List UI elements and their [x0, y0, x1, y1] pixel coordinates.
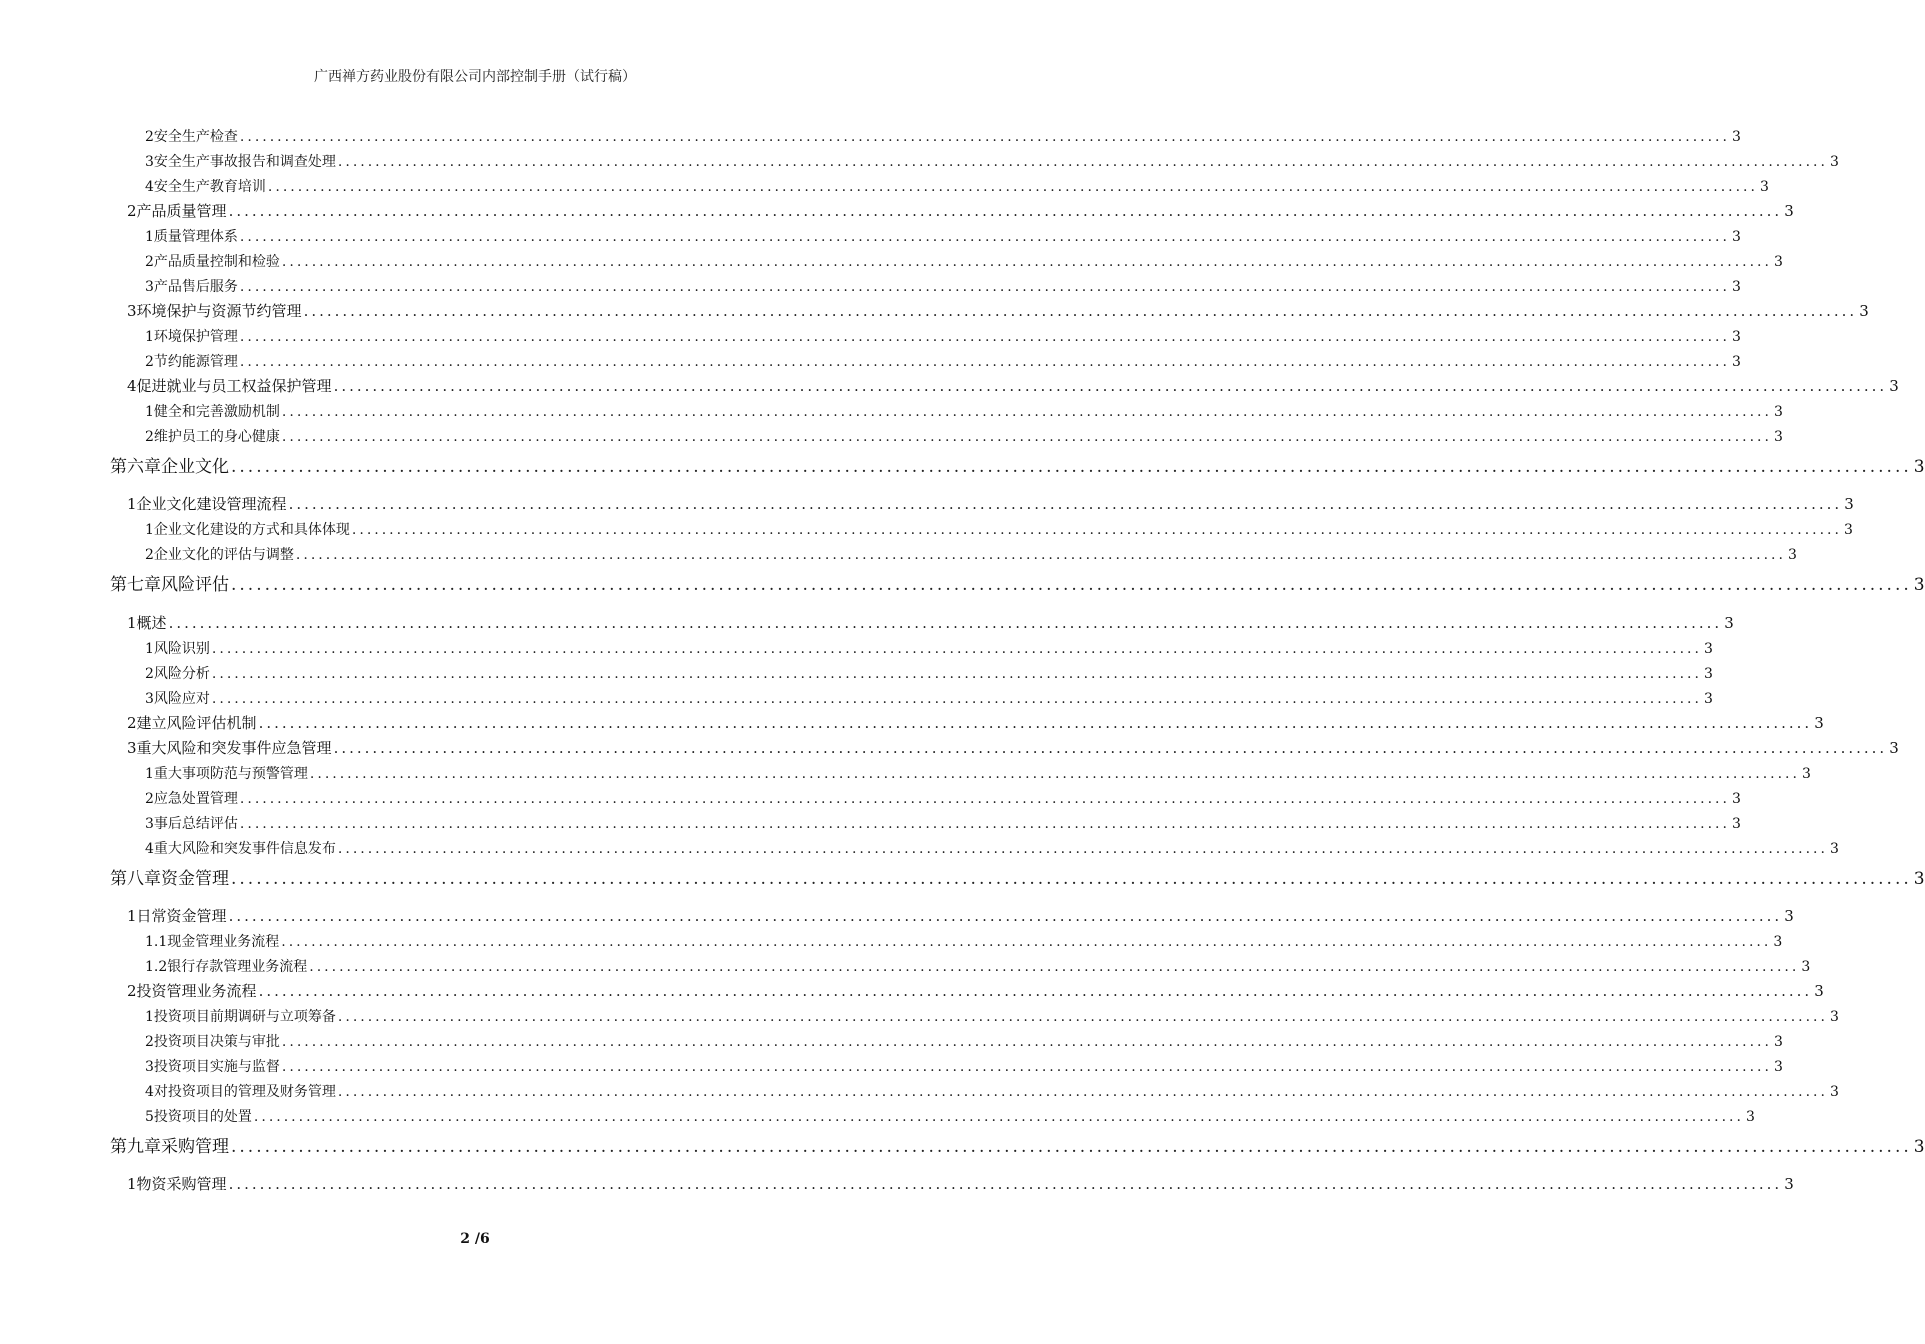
toc-entry-number: 5: [145, 1109, 154, 1125]
toc-entry-level-2[interactable]: [0, 737, 1899, 759]
toc-entry-level-2[interactable]: [0, 300, 1869, 322]
toc-leader-dots: ........................................................................................................................................................................................................: [351, 522, 1842, 538]
toc-entry-title: 质量管理体系: [153, 229, 238, 245]
toc-entry-number: 3: [127, 739, 137, 757]
toc-leader-dots: ........................................................................................................................................................................................................: [303, 302, 1858, 320]
toc-leader-dots: ........................................................................................................................................................................................................: [281, 429, 1772, 445]
page-number: 2 /6: [460, 1231, 490, 1247]
toc-entry-number: 2: [127, 202, 137, 220]
toc-entry-title: 重大事项防范与预警管理: [153, 766, 308, 782]
toc-entry-title: 风险评估: [161, 575, 229, 595]
toc-leader-dots: ........................................................................................................................................................................................................: [281, 934, 1772, 950]
toc-entry-level-3[interactable]: [0, 789, 1741, 809]
toc-leader-dots: ........................................................................................................................................................................................................: [239, 279, 1730, 295]
toc-entry-level-2[interactable]: [0, 375, 1899, 397]
toc-leader-dots: ........................................................................................................................................................................................................: [228, 202, 1783, 220]
toc-leader-dots: ........................................................................................................................................................................................................: [253, 1109, 1744, 1125]
toc-entry-number: 3: [145, 691, 154, 707]
toc-entry-title: 投资项目决策与审批: [153, 1034, 280, 1050]
toc-entry-page: 3: [1913, 457, 1925, 477]
toc-entry-level-3[interactable]: [0, 839, 1839, 859]
toc-leader-dots: ........................................................................................................................................................................................................: [295, 547, 1786, 563]
toc-leader-dots: ........................................................................................................................................................................................................: [239, 129, 1730, 145]
toc-entry-number: 1: [145, 641, 154, 657]
toc-entry-page: 3: [1703, 641, 1713, 657]
toc-entry-number: 2: [145, 666, 154, 682]
toc-entry-title: 投资项目实施与监督: [153, 1059, 280, 1075]
toc-entry-title: 资金管理: [161, 869, 229, 889]
toc-entry-number: 2: [145, 129, 154, 145]
running-header: 广西禅方药业股份有限公司内部控制手册（试行稿）: [314, 69, 636, 85]
toc-entry-number: 第六章: [110, 457, 161, 477]
toc-entry-page: 3: [1731, 229, 1741, 245]
toc-entry-page: 3: [1784, 1175, 1794, 1193]
toc-entry-title: 安全生产检查: [153, 129, 238, 145]
toc-entry-page: 3: [1731, 816, 1741, 832]
toc-entry-number: 1: [127, 1175, 137, 1193]
toc-entry-page: 3: [1731, 329, 1741, 345]
toc-entry-level-1[interactable]: [0, 1134, 1925, 1160]
toc-entry-level-3[interactable]: [0, 352, 1741, 372]
toc-entry-title: 重大风险和突发事件信息发布: [153, 841, 336, 857]
toc-entry-number: 第八章: [110, 869, 161, 889]
toc-entry-level-3[interactable]: [0, 402, 1783, 422]
toc-entry-title: 产品质量管理: [136, 202, 227, 220]
toc-entry-level-3[interactable]: [0, 177, 1769, 197]
toc-entry-level-2[interactable]: [0, 712, 1824, 734]
toc-entry-title: 风险分析: [153, 666, 210, 682]
toc-entry-level-3[interactable]: [0, 639, 1713, 659]
toc-leader-dots: ........................................................................................................................................................................................................: [337, 1009, 1828, 1025]
toc-leader-dots: ........................................................................................................................................................................................................: [309, 959, 1800, 975]
toc-entry-title: 风险应对: [153, 691, 210, 707]
toc-entry-level-3[interactable]: [0, 689, 1713, 709]
toc-entry-level-2[interactable]: [0, 493, 1854, 515]
toc-entry-title: 企业文化的评估与调整: [153, 547, 294, 563]
toc-entry-page: 3: [1773, 934, 1783, 950]
toc-entry-title: 重大风险和突发事件应急管理: [136, 739, 332, 757]
toc-entry-title: 环境保护管理: [153, 329, 238, 345]
toc-entry-page: 3: [1731, 129, 1741, 145]
toc-entry-number: 3: [145, 279, 154, 295]
toc-entry-title: 节约能源管理: [153, 354, 238, 370]
toc-leader-dots: ........................................................................................................................................................................................................: [228, 907, 1783, 925]
toc-leader-dots: ........................................................................................................................................................................................................: [258, 714, 1813, 732]
toc-entry-number: 2: [145, 791, 154, 807]
toc-entry-number: 4: [145, 1084, 154, 1100]
toc-leader-dots: ........................................................................................................................................................................................................: [231, 457, 1912, 477]
toc-entry-page: 3: [1814, 714, 1824, 732]
toc-entry-level-2[interactable]: [0, 980, 1824, 1002]
toc-entry-page: 3: [1814, 982, 1824, 1000]
toc-entry-level-3[interactable]: [0, 1082, 1839, 1102]
toc-entry-title: 建立风险评估机制: [136, 714, 257, 732]
toc-leader-dots: ........................................................................................................................................................................................................: [239, 229, 1730, 245]
toc-entry-number: 1.1: [145, 934, 168, 950]
toc-entry-page: 3: [1745, 1109, 1755, 1125]
toc-entry-title: 企业文化建设的方式和具体体现: [153, 522, 350, 538]
toc-entry-number: 2: [127, 714, 137, 732]
toc-entry-title: 银行存款管理业务流程: [167, 959, 308, 975]
toc-entry-title: 投资管理业务流程: [136, 982, 257, 1000]
toc-entry-page: 3: [1731, 791, 1741, 807]
toc-entry-page: 3: [1731, 354, 1741, 370]
toc-entry-title: 健全和完善激励机制: [153, 404, 280, 420]
toc-entry-title: 维护员工的身心健康: [153, 429, 280, 445]
toc-entry-page: 3: [1784, 202, 1794, 220]
toc-entry-page: 3: [1773, 1034, 1783, 1050]
toc-entry-title: 应急处置管理: [153, 791, 238, 807]
toc-entry-title: 物资采购管理: [136, 1175, 227, 1193]
toc-entry-page: 3: [1801, 959, 1811, 975]
toc-leader-dots: ........................................................................................................................................................................................................: [231, 575, 1912, 595]
toc-leader-dots: ........................................................................................................................................................................................................: [333, 377, 1888, 395]
toc-entry-title: 产品售后服务: [153, 279, 238, 295]
toc-entry-level-3[interactable]: [0, 427, 1783, 447]
toc-entry-page: 3: [1759, 179, 1769, 195]
toc-leader-dots: ........................................................................................................................................................................................................: [231, 869, 1912, 889]
toc-leader-dots: ........................................................................................................................................................................................................: [281, 1059, 1772, 1075]
toc-leader-dots: ........................................................................................................................................................................................................: [281, 254, 1772, 270]
toc-entry-level-2[interactable]: [0, 200, 1794, 222]
toc-entry-level-3[interactable]: [0, 1007, 1839, 1027]
toc-leader-dots: ........................................................................................................................................................................................................: [211, 666, 1702, 682]
toc-leader-dots: ........................................................................................................................................................................................................: [281, 1034, 1772, 1050]
toc-entry-number: 3: [127, 302, 137, 320]
toc-entry-number: 3: [145, 154, 154, 170]
toc-entry-page: 3: [1829, 1084, 1839, 1100]
toc-entry-number: 1: [145, 766, 154, 782]
toc-entry-title: 企业文化建设管理流程: [136, 495, 287, 513]
toc-entry-number: 2: [127, 982, 137, 1000]
toc-entry-level-3[interactable]: [0, 1057, 1783, 1077]
toc-entry-page: 3: [1773, 404, 1783, 420]
toc-entry-page: 3: [1859, 302, 1869, 320]
toc-entry-number: 第七章: [110, 575, 161, 595]
toc-entry-page: 3: [1724, 614, 1734, 632]
toc-entry-number: 2: [145, 1034, 154, 1050]
toc-entry-title: 事后总结评估: [153, 816, 238, 832]
toc-entry-title: 促进就业与员工权益保护管理: [136, 377, 332, 395]
toc-leader-dots: ........................................................................................................................................................................................................: [281, 404, 1772, 420]
toc-entry-page: 3: [1787, 547, 1797, 563]
toc-entry-title: 环境保护与资源节约管理: [136, 302, 302, 320]
toc-entry-title: 采购管理: [161, 1137, 229, 1157]
toc-entry-title: 日常资金管理: [136, 907, 227, 925]
toc-leader-dots: ........................................................................................................................................................................................................: [239, 329, 1730, 345]
toc-entry-page: 3: [1844, 495, 1854, 513]
toc-entry-level-2[interactable]: [0, 905, 1794, 927]
toc-leader-dots: ........................................................................................................................................................................................................: [267, 179, 1758, 195]
toc-entry-number: 3: [145, 816, 154, 832]
toc-entry-number: 4: [145, 841, 154, 857]
toc-entry-number: 1: [145, 1009, 154, 1025]
toc-entry-number: 第九章: [110, 1137, 161, 1157]
toc-entry-level-1[interactable]: [0, 572, 1925, 598]
toc-entry-page: 3: [1773, 429, 1783, 445]
toc-entry-number: 3: [145, 1059, 154, 1075]
toc-entry-page: 3: [1843, 522, 1853, 538]
toc-leader-dots: ........................................................................................................................................................................................................: [168, 614, 1723, 632]
toc-entry-level-2[interactable]: [0, 612, 1734, 634]
toc-entry-level-3[interactable]: [0, 932, 1783, 952]
toc-entry-title: 概述: [136, 614, 167, 632]
toc-entry-level-3[interactable]: [0, 227, 1741, 247]
toc-entry-page: 3: [1829, 841, 1839, 857]
toc-entry-title: 风险识别: [153, 641, 210, 657]
toc-entry-title: 对投资项目的管理及财务管理: [153, 1084, 336, 1100]
toc-leader-dots: ........................................................................................................................................................................................................: [258, 982, 1813, 1000]
toc-entry-page: 3: [1773, 1059, 1783, 1075]
toc-leader-dots: ........................................................................................................................................................................................................: [231, 1137, 1912, 1157]
toc-entry-page: 3: [1703, 666, 1713, 682]
toc-entry-number: 4: [127, 377, 137, 395]
toc-entry-title: 投资项目的处置: [153, 1109, 252, 1125]
toc-entry-number: 1: [145, 522, 154, 538]
toc-entry-number: 1: [127, 614, 137, 632]
toc-entry-level-3[interactable]: [0, 664, 1713, 684]
toc-entry-level-3[interactable]: [0, 814, 1741, 834]
toc-leader-dots: ........................................................................................................................................................................................................: [337, 154, 1828, 170]
toc-leader-dots: ........................................................................................................................................................................................................: [337, 841, 1828, 857]
toc-entry-page: 3: [1913, 1137, 1925, 1157]
toc-entry-level-3[interactable]: [0, 127, 1741, 147]
toc-entry-number: 1: [127, 495, 137, 513]
toc-entry-level-3[interactable]: [0, 545, 1797, 565]
toc-entry-title: 产品质量控制和检验: [153, 254, 280, 270]
toc-entry-level-3[interactable]: [0, 1032, 1783, 1052]
toc-leader-dots: ........................................................................................................................................................................................................: [239, 816, 1730, 832]
toc-entry-number: 4: [145, 179, 154, 195]
toc-entry-number: 2: [145, 354, 154, 370]
toc-entry-page: 3: [1784, 907, 1794, 925]
toc-leader-dots: ........................................................................................................................................................................................................: [228, 1175, 1783, 1193]
toc-entry-level-2[interactable]: [0, 1173, 1794, 1195]
toc-entry-title: 安全生产事故报告和调查处理: [153, 154, 336, 170]
toc-entry-page: 3: [1829, 1009, 1839, 1025]
toc-entry-title: 现金管理业务流程: [167, 934, 280, 950]
toc-leader-dots: ........................................................................................................................................................................................................: [239, 354, 1730, 370]
toc-entry-page: 3: [1913, 869, 1925, 889]
toc-entry-page: 3: [1801, 766, 1811, 782]
toc-leader-dots: ........................................................................................................................................................................................................: [211, 641, 1702, 657]
toc-leader-dots: ........................................................................................................................................................................................................: [239, 791, 1730, 807]
toc-entry-page: 3: [1773, 254, 1783, 270]
toc-entry-level-3[interactable]: [0, 1107, 1755, 1127]
toc-entry-number: 1.2: [145, 959, 168, 975]
toc-entry-page: 3: [1731, 279, 1741, 295]
toc-leader-dots: ........................................................................................................................................................................................................: [309, 766, 1800, 782]
toc-entry-number: 2: [145, 254, 154, 270]
toc-entry-number: 2: [145, 429, 154, 445]
toc-entry-title: 企业文化: [161, 457, 229, 477]
toc-leader-dots: ........................................................................................................................................................................................................: [211, 691, 1702, 707]
toc-entry-level-3[interactable]: [0, 277, 1741, 297]
toc-entry-number: 1: [145, 329, 154, 345]
toc-leader-dots: ........................................................................................................................................................................................................: [288, 495, 1843, 513]
toc-entry-level-3[interactable]: [0, 957, 1811, 977]
toc-entry-title: 安全生产教育培训: [153, 179, 266, 195]
toc-entry-level-1[interactable]: [0, 454, 1925, 480]
toc-entry-number: 1: [145, 229, 154, 245]
toc-entry-page: 3: [1889, 377, 1899, 395]
toc-entry-page: 3: [1913, 575, 1925, 595]
toc-entry-page: 3: [1829, 154, 1839, 170]
toc-leader-dots: ........................................................................................................................................................................................................: [337, 1084, 1828, 1100]
toc-entry-level-3[interactable]: [0, 764, 1811, 784]
toc-entry-level-3[interactable]: [0, 327, 1741, 347]
toc-entry-number: 1: [127, 907, 137, 925]
toc-entry-level-3[interactable]: [0, 252, 1783, 272]
toc-entry-page: 3: [1703, 691, 1713, 707]
toc-leader-dots: ........................................................................................................................................................................................................: [333, 739, 1888, 757]
toc-entry-title: 投资项目前期调研与立项筹备: [153, 1009, 336, 1025]
toc-entry-number: 2: [145, 547, 154, 563]
toc-entry-level-1[interactable]: [0, 866, 1925, 892]
toc-entry-level-3[interactable]: [0, 520, 1853, 540]
toc-entry-number: 1: [145, 404, 154, 420]
toc-entry-level-3[interactable]: [0, 152, 1839, 172]
toc-entry-page: 3: [1889, 739, 1899, 757]
